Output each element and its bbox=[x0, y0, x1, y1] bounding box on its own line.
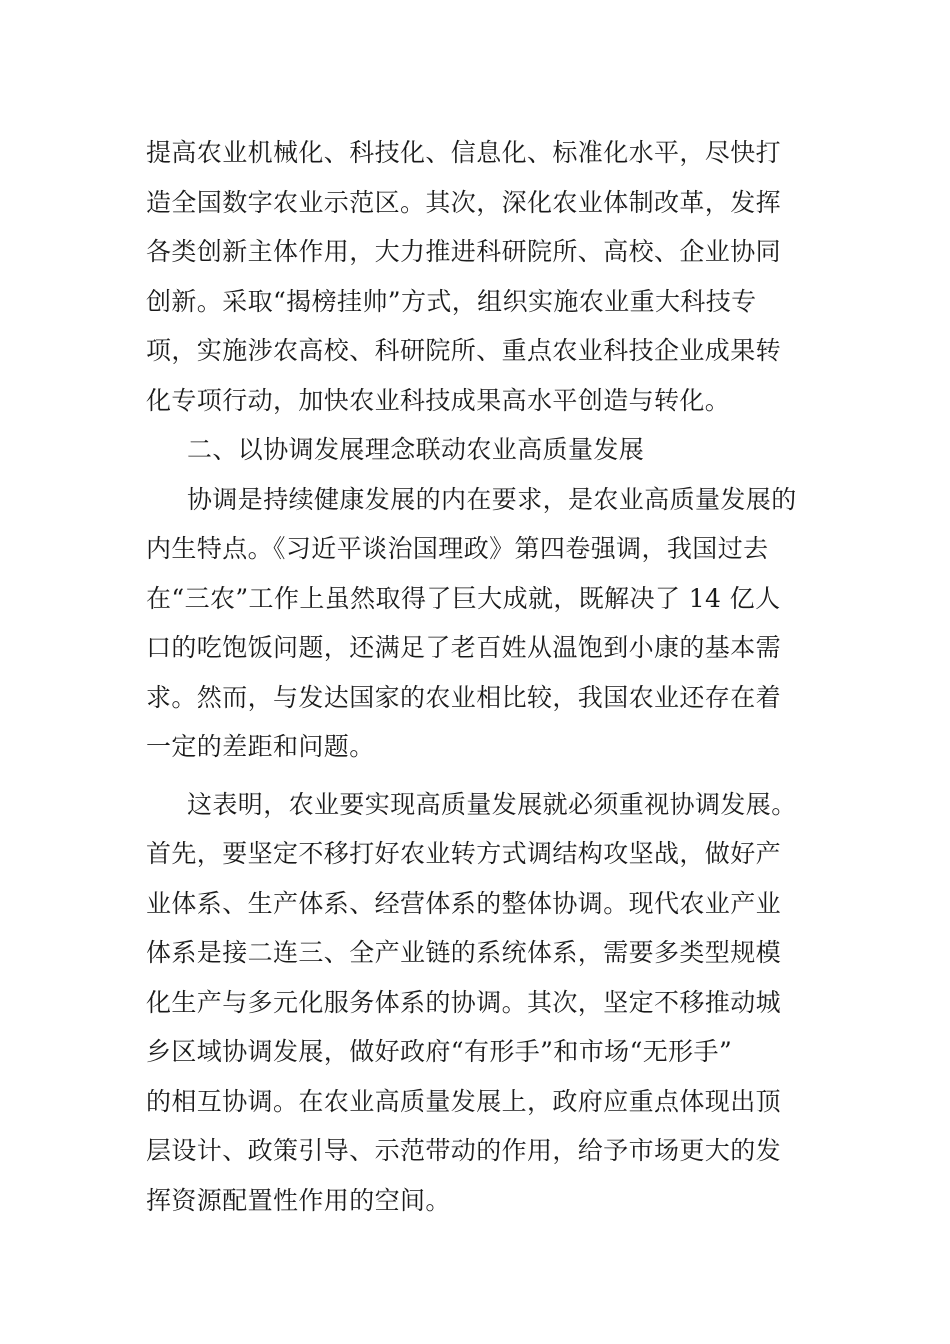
paragraph-2-line-5: 求。然而，与发达国家的农业相比较，我国农业还存在着 bbox=[146, 682, 782, 712]
paragraph-1-line-5: 项，实施涉农高校、科研院所、重点农业科技企业成果转 bbox=[146, 336, 782, 365]
paragraph-3-line-4: 体系是接二连三、全产业链的系统体系，需要多类型规模 bbox=[146, 938, 782, 967]
paragraph-1-line-4: 创新。采取“揭榜挂帅”方式，组织实施农业重大科技专 bbox=[146, 286, 757, 316]
paragraph-3-line-6: 乡区域协调发展，做好政府“有形手”和市场“无形手” bbox=[146, 1037, 733, 1066]
paragraph-3-line-7: 的相互协调。在农业高质量发展上，政府应重点体现出顶 bbox=[146, 1086, 782, 1116]
paragraph-3-line-8: 层设计、政策引导、示范带动的作用，给予市场更大的发 bbox=[146, 1136, 782, 1165]
paragraph-3-line-3: 业体系、生产体系、经营体系的整体协调。现代农业产业 bbox=[146, 888, 782, 918]
paragraph-1 bbox=[146, 128, 806, 425]
paragraph-3-line-1: 这表明，农业要实现高质量发展就必须重视协调发展。 bbox=[187, 789, 797, 819]
paragraph-2-line-6: 一定的差距和问题。 bbox=[146, 732, 375, 761]
paragraph-2 bbox=[146, 475, 806, 772]
paragraph-3-line-9: 挥资源配置性作用的空间。 bbox=[146, 1185, 451, 1215]
paragraph-2-line-4: 口的吃饱饭问题，还满足了老百姓从温饱到小康的基本需 bbox=[146, 633, 782, 662]
paragraph-3 bbox=[146, 780, 806, 1226]
paragraph-1-line-3: 各类创新主体作用，大力推进科研院所、高校、企业协同 bbox=[146, 237, 782, 266]
paragraph-1-line-1: 提高农业机械化、科技化、信息化、标准化水平，尽快打 bbox=[146, 138, 782, 167]
paragraph-2-line-1: 协调是持续健康发展的内在要求，是农业高质量发展的 bbox=[187, 484, 797, 514]
section-heading-2: 二、以协调发展理念联动农业高质量发展 bbox=[187, 435, 645, 464]
paragraph-3-line-2: 首先，要坚定不移打好农业转方式调结构攻坚战，做好产 bbox=[146, 839, 782, 868]
paragraph-1-line-2: 造全国数字农业示范区。其次，深化农业体制改革，发挥 bbox=[146, 187, 782, 217]
paragraph-1-line-6: 化专项行动，加快农业科技成果高水平创造与转化。 bbox=[146, 385, 731, 415]
paragraph-spacer bbox=[146, 772, 806, 780]
paragraph-2-line-2: 内生特点。《习近平谈治国理政》第四卷强调，我国过去 bbox=[146, 534, 769, 563]
paragraph-3-line-5: 化生产与多元化服务体系的协调。其次，坚定不移推动城 bbox=[146, 987, 782, 1017]
paragraph-2-line-3: 在“三农”工作上虽然取得了巨大成就，既解决了 14 亿人 bbox=[146, 583, 781, 613]
document-body bbox=[146, 128, 806, 1225]
